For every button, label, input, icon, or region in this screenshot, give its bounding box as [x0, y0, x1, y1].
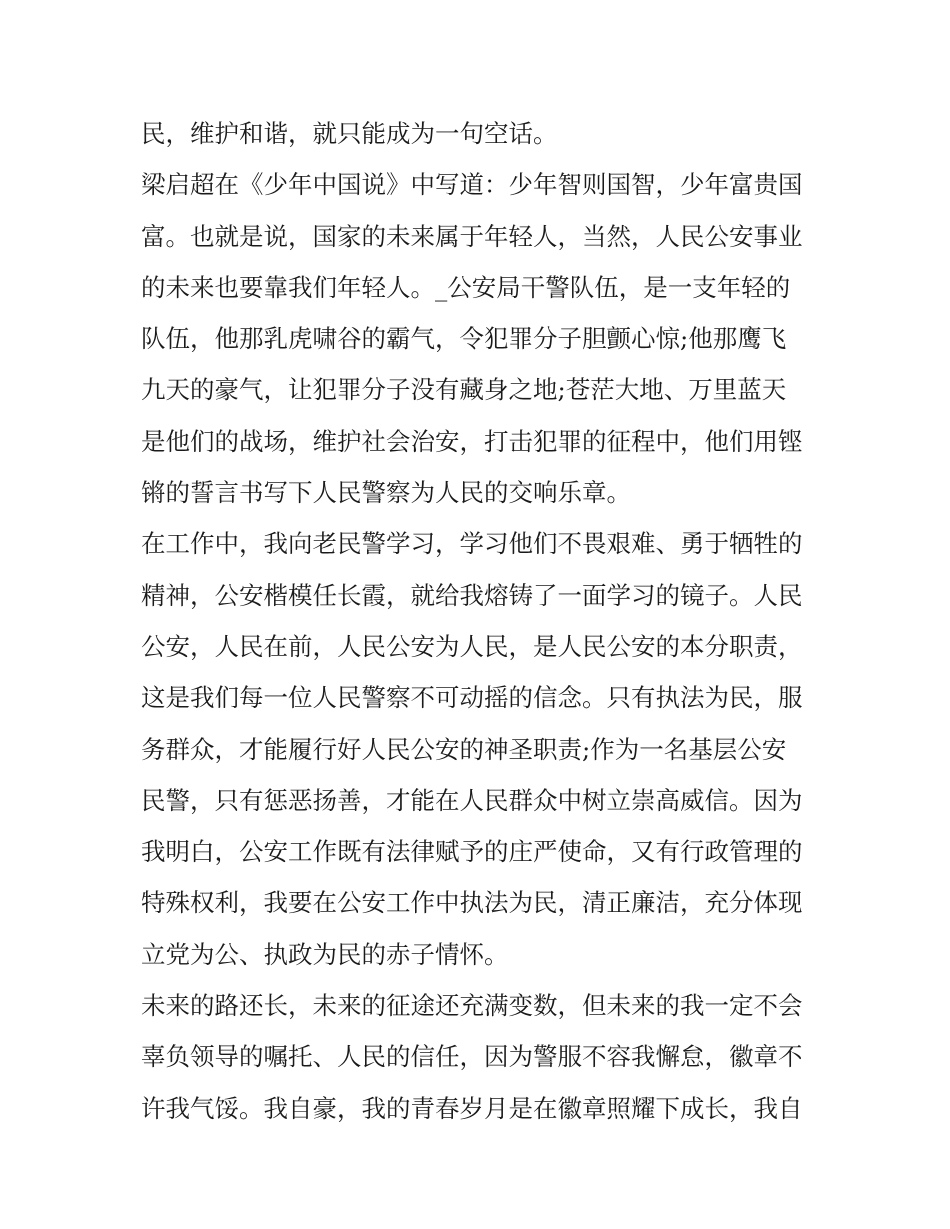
- text-line: 锵的誓言书写下人民警察为人民的交响乐章。: [141, 478, 631, 508]
- text-line: 队伍，他那乳虎啸谷的霸气，令犯罪分子胆颤心惊;他那鹰飞: [141, 324, 787, 354]
- text-line: 公安，人民在前，人民公安为人民，是人民公安的本分职责，: [141, 631, 803, 661]
- text-line: 的未来也要靠我们年轻人。_公安局干警队伍，是一支年轻的: [141, 272, 791, 302]
- text-line: 梁启超在《少年中国说》中写道：少年智则国智，少年富贵国: [141, 170, 803, 200]
- text-line: 精神，公安楷模任长霞，就给我熔铸了一面学习的镜子。人民: [141, 580, 803, 610]
- text-line: 未来的路还长，未来的征途还充满变数，但未来的我一定不会: [141, 991, 803, 1021]
- text-line: 我明白，公安工作既有法律赋予的庄严使命，又有行政管理的: [141, 837, 803, 867]
- text-line: 在工作中，我向老民警学习，学习他们不畏艰难、勇于牺牲的: [141, 529, 803, 559]
- text-line: 富。也就是说，国家的未来属于年轻人，当然，人民公安事业: [141, 221, 803, 251]
- text-line: 这是我们每一位人民警察不可动摇的信念。只有执法为民，服: [141, 683, 803, 713]
- text-line: 九天的豪气，让犯罪分子没有藏身之地;苍茫大地、万里蓝天: [141, 375, 787, 405]
- text-line: 辜负领导的嘱托、人民的信任，因为警服不容我懈怠，徽章不: [141, 1042, 803, 1072]
- document-body: [141, 108, 821, 1134]
- text-line: 立党为公、执政为民的赤子情怀。: [141, 939, 509, 969]
- text-line: 是他们的战场，维护社会治安，打击犯罪的征程中，他们用铿: [141, 426, 803, 456]
- text-line: 民警，只有惩恶扬善，才能在人民群众中树立崇高威信。因为: [141, 785, 803, 815]
- text-line: 许我气馁。我自豪，我的青春岁月是在徽章照耀下成长，我自: [141, 1093, 803, 1123]
- text-line: 民，维护和谐，就只能成为一句空话。: [141, 119, 558, 148]
- text-line: 特殊权利，我要在公安工作中执法为民，清正廉洁，充分体现: [141, 888, 803, 918]
- text-line: 务群众，才能履行好人民公安的神圣职责;作为一名基层公安: [141, 734, 787, 764]
